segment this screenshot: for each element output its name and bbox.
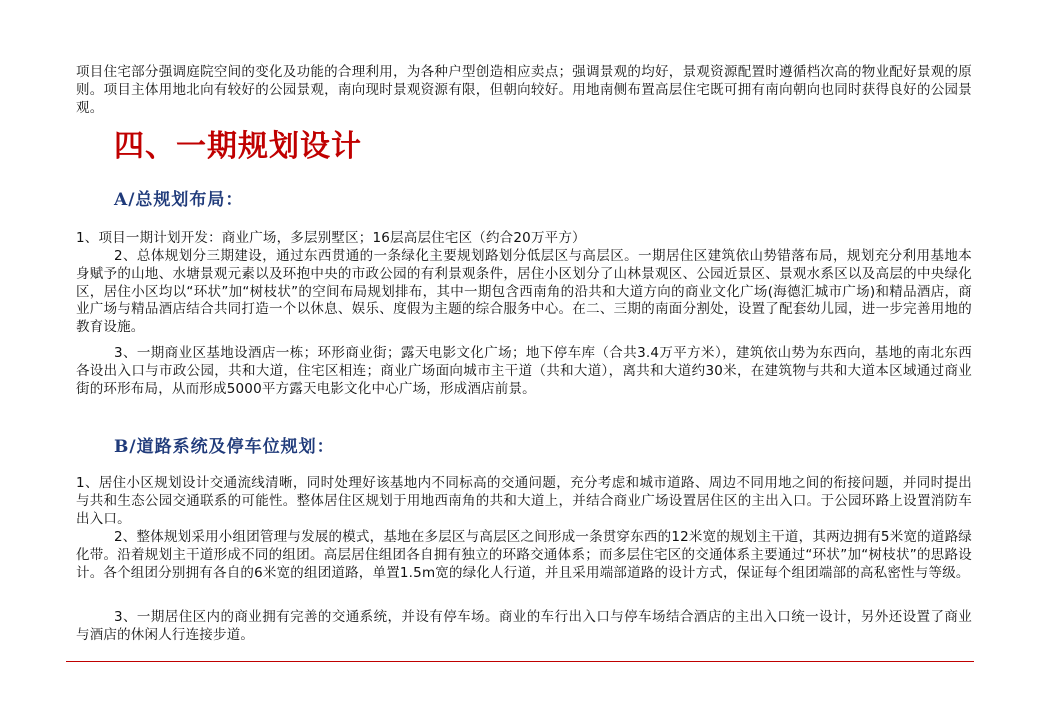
subsection-b-item-2 xyxy=(76,529,972,582)
subsection-a-item-2-text: 2、总体规划分三期建设，通过东西贯通的一条绿化主要规划路划分低层区与高层区。一期居住区建筑依山势错落布局，规划充分利用基地本身赋予的山地、水塘景观元素以及环抱中央的市政公园的有利景观条件，居住小区划分了山林景观区、公园近景区、景观水系区以及高层的中央绿化区，居住小区均以“环状”加“树枝状”的空间布局规划排布，其中一期包含西南角的沿共和大道方向的商业文化广场(海德汇城市广场)和精品酒店，商业广场与精品酒店结合共同打造一个以休息、娱乐、度假为主题的综合服务中心。在二、三期的南面分割处，设置了配套幼儿园，进一步完善用地的教育设施。 xyxy=(76,248,972,336)
subsection-a-item-1: 1、项目一期计划开发：商业广场，多层别墅区；16层高层住宅区（约合20万平方） xyxy=(76,230,586,246)
subsection-a-item-3-text: 3、一期商业区基地设酒店一栋；环形商业街；露天电影文化广场；地下停车库（合共3.4万平方米），建筑依山势为东西向，基地的南北东西各设出入口与市政公园，共和大道，住宅区相连；商业广场面向城市主干道（共和大道），离共和大道约30米，在建筑物与共和大道本区域通过商业街的环形布局，从而形成5000平方露天电影文化中心广场，形成酒店前景。 xyxy=(76,345,972,397)
subsection-a-item-3 xyxy=(76,345,972,398)
footer-divider xyxy=(66,661,974,662)
subsection-a-item-2 xyxy=(76,248,972,337)
section-title: 四、一期规划设计 xyxy=(114,129,362,164)
subsection-b-item-3 xyxy=(76,609,972,645)
subsection-b-item-1: 1、居住小区规划设计交通流线清晰，同时处理好该基地内不同标高的交通问题，充分考虑和城市道路、周边不同用地之间的衔接问题，并同时提出与共和生态公园交通联系的可能性。整体居住区规划于用地西南角的共和大道上，并结合商业广场设置居住区的主出入口。于公园环路上设置消防车出入口。 xyxy=(76,475,972,527)
subsection-a-title: A/总规划布局： xyxy=(114,190,244,210)
subsection-b-title: B/道路系统及停车位规划： xyxy=(114,437,335,457)
intro-paragraph: 项目住宅部分强调庭院空间的变化及功能的合理利用，为各种户型创造相应卖点；强调景观的均好，景观资源配置时遵循档次高的物业配好景观的原则。项目主体用地北向有较好的公园景观，南向现时景观资源有限，但朝向较好。用地南侧布置高层住宅既可拥有南向朝向也同时获得良好的公园景观。 xyxy=(76,64,972,116)
subsection-b-item-2-text: 2、整体规划采用小组团管理与发展的模式，基地在多层区与高层区之间形成一条贯穿东西的12米宽的规划主干道，其两边拥有5米宽的道路绿化带。沿着规划主干道形成不同的组团。高层居住组团各自拥有独立的环路交通体系；而多层住宅区的交通体系主要通过“环状”加“树枝状”的思路设计。各个组团分别拥有各自的6米宽的组团道路，单置1.5m宽的绿化人行道，并且采用端部道路的设计方式，保证每个组团端部的高私密性与等级。 xyxy=(76,529,972,581)
subsection-b-item-3-text: 3、一期居住区内的商业拥有完善的交通系统，并设有停车场。商业的车行出入口与停车场结合酒店的主出入口统一设计，另外还设置了商业与酒店的休闲人行连接步道。 xyxy=(76,609,972,643)
